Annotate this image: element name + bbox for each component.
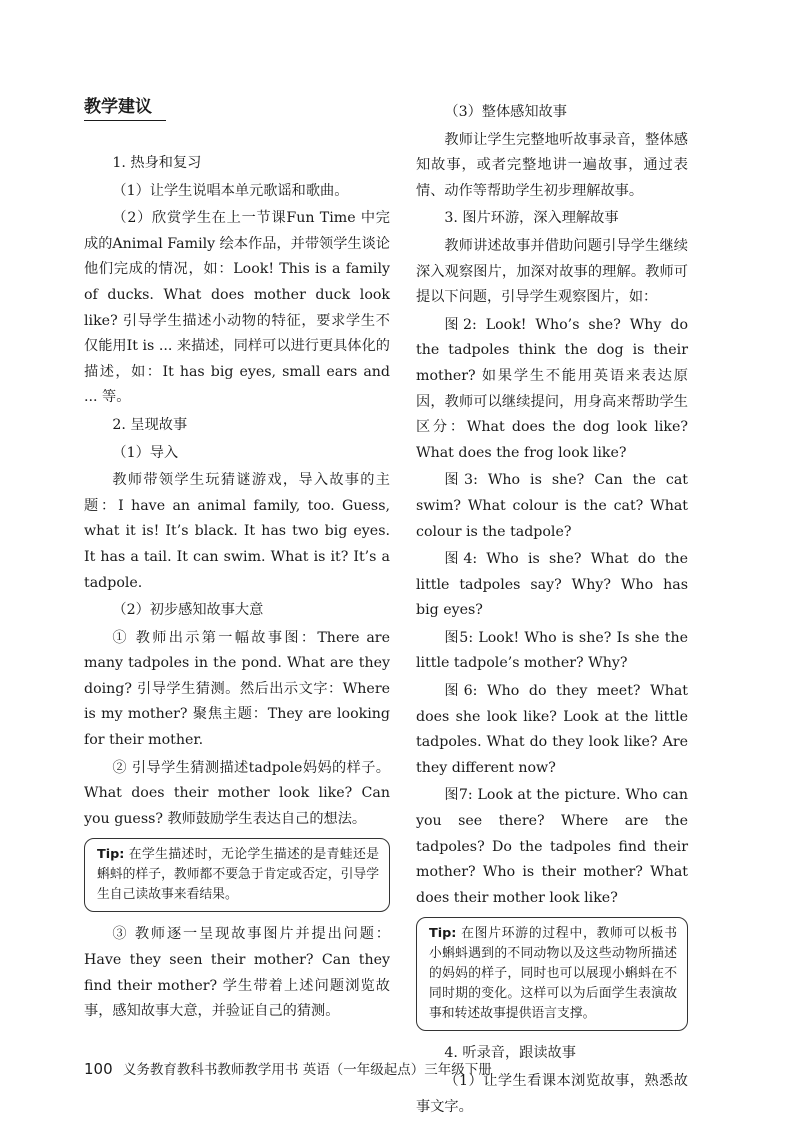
paragraph: （3）整体感知故事 [444, 104, 567, 120]
paragraph: 教师带领学生玩猜谜游戏，导入故事的主题：I have an animal family, too. Guess, what it is! It’s black. It has two big eyes. It has a tail. It can swim. What is it? It’s a tadpole. [84, 472, 390, 591]
paragraph: ② 引导学生猜测描述tadpole妈妈的样子。What does their mother look like? Can you guess? 教师鼓励学生表达自己的想法。 [84, 759, 390, 827]
paragraph: 教师让学生完整地听故事录音，整体感知故事，或者完整地讲一遍故事，通过表情、动作等帮助学生初步理解故事。 [416, 131, 688, 199]
left-column [84, 96, 390, 1027]
tip-text: 在图片环游的过程中，教师可以板书小蝌蚪遇到的不同动物以及这些动物所描述的妈妈的样子，同时也可以展现小蝌蚪在不同时期的变化。这样可以为后面学生表演故事和转述故事提供语言支撑。 [429, 926, 677, 1022]
paragraph: （2）欣赏学生在上一节课Fun Time 中完成的Animal Family 绘本作品，并带领学生谈论他们完成的情况，如：Look! This is a family of ducks. What does mother duck look like? 引导学生描述小动物的特征，要求学生不仅能用It is ... 来描述，同样可以进行更具体化的描述，如：It has big eyes, small ears and ... 等。 [84, 210, 390, 406]
paragraph: ③ 教师逐一呈现故事图片并提出问题：Have they seen their mother? Can they find their mother? 学生带着上述问题浏览故事，感知故事大意，并验证自己的猜测。 [84, 926, 390, 1020]
paragraph: 图5: Look! Who is she? Is she the little tadpole’s mother? Why? [416, 629, 688, 672]
paragraph: （2）初步感知故事大意 [112, 602, 264, 619]
paragraph: （1）导入 [112, 444, 179, 461]
paragraph: 图6: Who do they meet? What does she look like? Look at the little tadpoles. What do they look like? Are they different now? [416, 683, 688, 776]
paragraph: 2. 呈现故事 [112, 416, 188, 433]
paragraph: 图4: Who is she? What do the little tadpoles say? Why? Who has big eyes? [416, 551, 688, 619]
page-footer [84, 1060, 724, 1079]
tip-label: Tip: [97, 847, 125, 863]
tip-label: Tip: [429, 926, 457, 942]
book-title: 义务教育教科书教师教学用书 英语（一年级起点）三年级下册 [122, 1062, 492, 1078]
paragraph: 1. 热身和复习 [112, 155, 202, 171]
paragraph: 3. 图片环游，深入理解故事 [444, 210, 619, 227]
paragraph: 图7: Look at the picture. Who can you see there? Where are the tadpoles? Do the tadpoles find their mother? Who is their mother? What does their mother look like? [416, 787, 688, 906]
paragraph: 4. 听录音，跟读故事 [444, 1045, 576, 1062]
tip-box [416, 917, 688, 1031]
paragraph: （1）让学生说唱本单元歌谣和歌曲。 [112, 182, 349, 199]
section-title: 教学建议 [84, 96, 166, 121]
tip-text: 在学生描述时，无论学生描述的是青蛙还是蝌蚪的样子，教师都不要急于肯定或否定，引导学生自己读故事来看结果。 [97, 847, 379, 903]
right-column [416, 100, 688, 1122]
tip-box [84, 838, 390, 912]
page-number: 100 [84, 1060, 113, 1078]
paragraph: （1）让学生看课本浏览故事，熟悉故事文字。 [416, 1073, 688, 1115]
paragraph: 图2: Look! Who’s she? Why do the tadpoles think the dog is their mother? 如果学生不能用英语来表达原因，教师可以继续提问，用身高来帮助学生区分：What does the dog look like? What does the frog look like? [416, 316, 688, 461]
paragraph: 教师讲述故事并借助问题引导学生继续深入观察图片，加深对故事的理解。教师可提以下问题，引导学生观察图片，如： [416, 237, 688, 306]
paragraph: ① 教师出示第一幅故事图：There are many tadpoles in the pond. What are they doing? 引导学生猜测。然后出示文字：Where is my mother? 聚焦主题：They are looking for their mother. [84, 629, 390, 749]
paragraph: 图3: Who is she? Can the cat swim? What colour is the cat? What colour is the tadpole? [416, 472, 688, 540]
